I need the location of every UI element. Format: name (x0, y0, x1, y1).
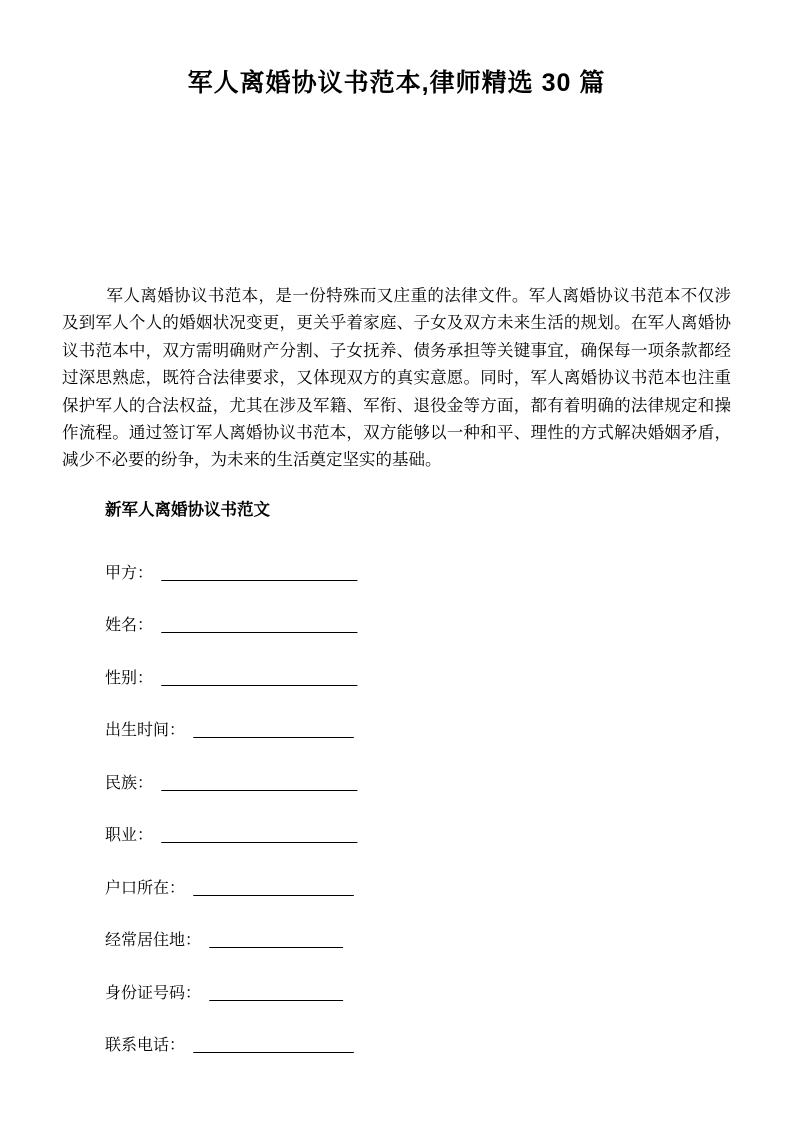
field-blank-line: __________________ (193, 722, 354, 740)
form-field-row-residence (105, 931, 731, 951)
field-label: 性别： (105, 669, 154, 687)
form-fields-list (105, 564, 731, 1057)
document-title: 军人离婚协议书范本,律师精选 30 篇 (187, 69, 606, 97)
form-field-row-id-number (105, 984, 731, 1004)
form-field-row-ethnicity (105, 774, 731, 794)
field-blank-line: __________________ (193, 1037, 354, 1055)
field-label: 经常居住地： (105, 932, 202, 950)
form-field-row-birthdate (105, 721, 731, 741)
field-blank-line: ______________________ (161, 669, 358, 687)
section-heading: 新军人离婚协议书范文 (105, 500, 270, 519)
intro-paragraph: 军人离婚协议书范本，是一份特殊而又庄重的法律文件。军人离婚协议书范本不仅涉及到军人个人的婚姻状况变更，更关乎着家庭、子女及双方未来生活的规划。在军人离婚协议书范本中，双方需明确财产分割、子女抚养、债务承担等关键事宜，确保每一项条款都经过深思熟虑，既符合法律要求，又体现双方的真实意愿。同时，军人离婚协议书范本也注重保护军人的合法权益，尤其在涉及军籍、军衔、退役金等方面，都有着明确的法律规定和操作流程。通过签订军人离婚协议书范本，双方能够以一种和平、理性的方式解决婚姻矛盾，减少不必要的纷争，为未来的生活奠定坚实的基础。 (62, 287, 731, 470)
field-label: 出生时间： (105, 722, 186, 740)
field-label: 户口所在： (105, 879, 186, 897)
field-blank-line: _______________ (209, 984, 343, 1002)
field-label: 民族： (105, 774, 154, 792)
field-label: 身份证号码： (105, 984, 202, 1002)
field-label: 姓名： (105, 617, 154, 635)
form-field-row-jiafang (105, 564, 731, 584)
form-field-row-gender (105, 669, 731, 689)
field-label: 甲方： (105, 564, 154, 582)
form-field-row-phone (105, 1036, 731, 1056)
field-blank-line: ______________________ (161, 617, 358, 635)
field-blank-line: ______________________ (161, 564, 358, 582)
form-field-row-name (105, 616, 731, 636)
field-blank-line: __________________ (193, 879, 354, 897)
field-blank-line: ______________________ (161, 827, 358, 845)
field-blank-line: ______________________ (161, 774, 358, 792)
form-field-row-household (105, 879, 731, 899)
field-label: 联系电话： (105, 1037, 186, 1055)
form-field-row-occupation (105, 826, 731, 846)
field-label: 职业： (105, 827, 154, 845)
field-blank-line: _______________ (209, 932, 343, 950)
